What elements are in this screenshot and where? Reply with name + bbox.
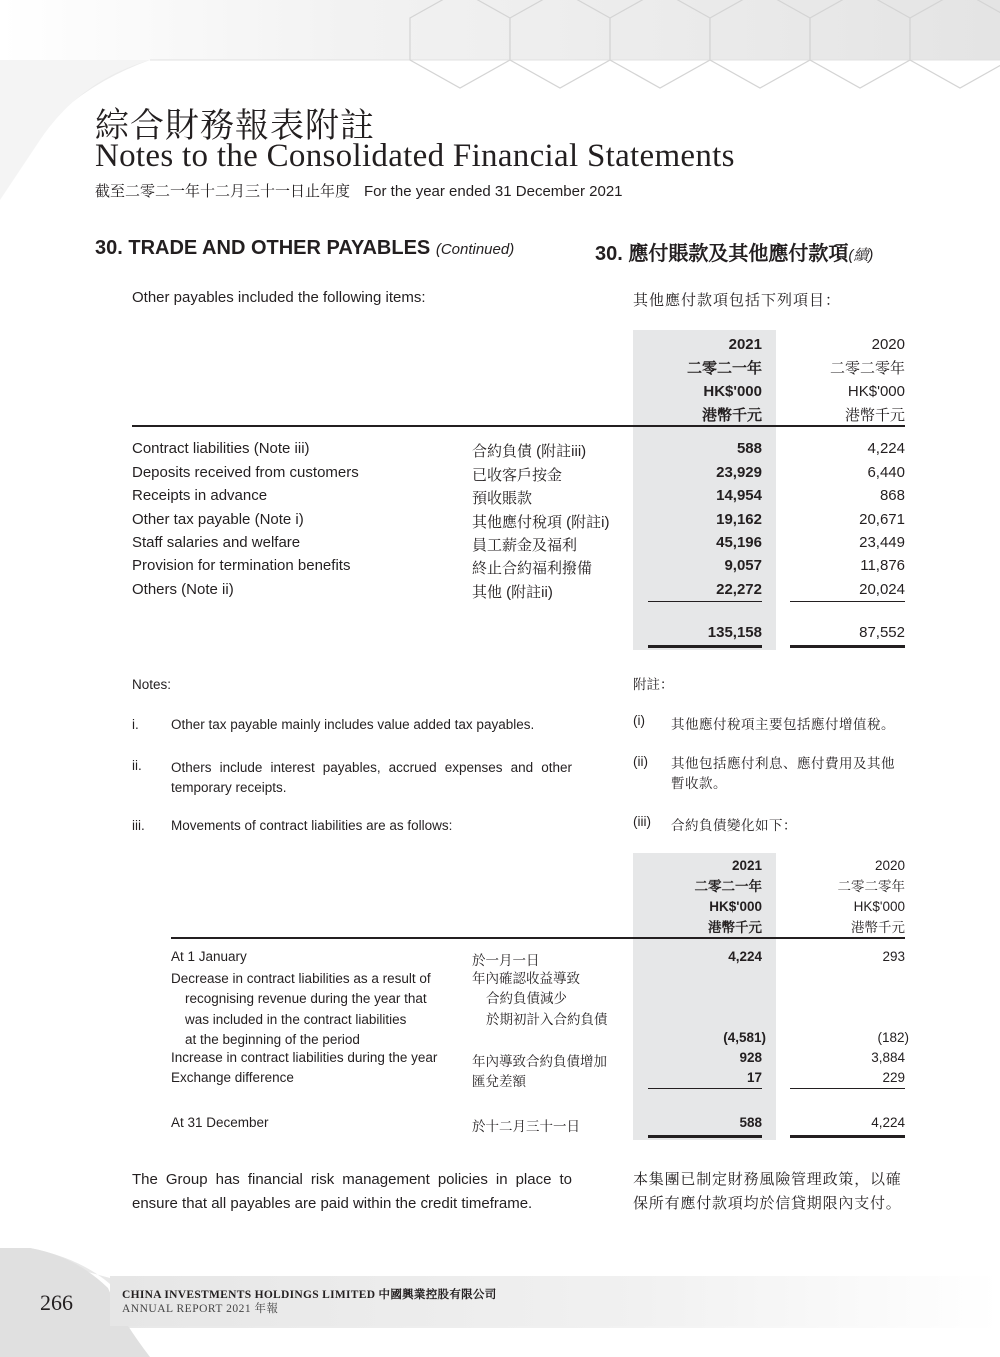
page-title-zh: 綜合財務報表附註 [95,106,375,146]
notes-heading-zh: 附註： [633,677,674,692]
table2-header-rule [171,937,905,939]
value-2021: 17 [746,1070,762,1085]
note-text-en: Other tax payable mainly includes value added tax payables. [171,717,535,732]
note-marker: iii. [132,818,145,833]
table1-header-rule [132,425,905,427]
value-2021: 23,929 [716,464,762,481]
value-2021: 19,162 [716,511,762,528]
note-marker-zh: (i) [633,713,645,728]
row-label-zh: 預收賬款 [472,490,533,507]
note-marker-zh: (iii) [633,814,651,829]
value-2021: (4,581) [723,1030,766,1045]
value-2020: 293 [882,949,905,964]
value-2020: 229 [882,1070,905,1085]
total-2021: 588 [739,1115,762,1130]
footer-report-title: ANNUAL REPORT 2021 年報 [122,1303,279,1315]
row-label-zh: 年內確認收益導致 合約負債減少 於期初計入合約負債 [472,971,608,1027]
row-label-zh: 年內導致合約負債增加 [472,1054,607,1069]
table-row: Exchange difference [171,1070,294,1085]
value-2021: 22,272 [716,581,762,598]
table2-subtotal-rule-2020 [790,1088,905,1089]
subtitle-en: For the year ended 31 December 2021 [364,183,623,200]
table2-col-2021-header: 2021 二零二一年 HK$'000 港幣千元 [694,858,762,935]
table1-subtotal-rule-2021 [648,601,762,602]
note-marker-zh: (ii) [633,754,648,769]
closing-paragraph-en: The Group has financial risk management policies in place to ensure that all payables are paid within the credit timeframe. [132,1171,572,1212]
value-2020: 3,884 [871,1050,905,1065]
value-2020: 868 [879,487,905,504]
row-label-zh: 終止合約福利撥備 [472,560,593,577]
note-text-zh: 合約負債變化如下： [671,818,797,833]
value-2020: (182) [877,1030,909,1045]
note-text-zh: 其他包括應付利息、應付費用及其他 暫收款。 [671,756,895,791]
row-label-zh: 其他 (附註ii) [472,584,553,601]
row-label-zh: 合約負債 (附註iii) [472,443,587,460]
table2-total-double-rule-2021 [648,1135,762,1138]
intro-text-en: Other payables included the following items: [132,289,426,306]
table1-total-double-rule-2020 [790,645,905,648]
table2-total-double-rule-2020 [790,1135,905,1138]
table-row: Others (Note ii) [132,581,234,598]
value-2020: 20,024 [859,581,905,598]
note-text-zh: 其他應付稅項主要包括應付增值稅。 [671,717,895,732]
total-2020: 4,224 [871,1115,905,1130]
subtitle-zh: 截至二零二一年十二月三十一日止年度 [95,183,351,200]
table1-col-2021-header: 2021 二零二一年 HK$'000 港幣千元 [686,336,762,424]
row-label-zh: 於一月一日 [472,953,540,968]
total-row-label: At 31 December [171,1115,269,1130]
row-label-zh: 匯兌差額 [472,1074,526,1089]
row-label-zh: 員工薪金及福利 [472,537,578,554]
page-subtitle [95,180,623,201]
value-2020: 20,671 [859,511,905,528]
continued-label-zh: (續) [848,247,874,264]
value-2021: 928 [739,1050,762,1065]
table2-col-2020-header: 2020 二零二零年 HK$'000 港幣千元 [837,858,905,935]
note-marker: ii. [132,758,142,773]
table-row: At 1 January [171,949,247,964]
table-row: Decrease in contract liabilities as a result of recognising revenue during the year that was included in the contract liabilities at the beginning of the period [171,971,431,1047]
table1-col-2020-header: 2020 二零二零年 HK$'000 港幣千元 [829,336,905,424]
table-row: Provision for termination benefits [132,557,351,574]
table-row: Contract liabilities (Note iii) [132,440,310,457]
table-row: Deposits received from customers [132,464,359,481]
total-2020: 87,552 [859,624,905,641]
total-row-label-zh: 於十二月三十一日 [472,1119,580,1134]
row-label-zh: 其他應付稅項 (附註i) [472,514,610,531]
notes-heading-en: Notes: [132,677,172,692]
note-text-en: Movements of contract liabilities are as follows: [171,818,453,833]
value-2020: 11,876 [860,557,905,574]
continued-label: (Continued) [435,241,515,258]
table-row: Staff salaries and welfare [132,534,301,551]
value-2021: 9,057 [724,557,762,574]
closing-paragraph-zh: 本集團已制定財務風險管理政策，以確 保所有應付款項均於信貸期限內支付。 [633,1171,902,1212]
table1-total-double-rule-2021 [648,645,762,648]
section-heading-en: 30. TRADE AND OTHER PAYABLES (Continued) [95,237,515,259]
table-row: Receipts in advance [132,487,268,504]
note-marker: i. [132,717,139,732]
value-2021: 4,224 [728,949,762,964]
value-2020: 4,224 [867,440,905,457]
page-number: 266 [40,1290,73,1315]
section-heading-zh: 30. 應付賬款及其他應付款項(續) [595,243,874,265]
table2-subtotal-rule-2021 [648,1088,762,1089]
note-text-en: Others include interest payables, accrued expenses and other temporary receipts. [171,760,572,795]
page-title-en: Notes to the Consolidated Financial Statements [95,138,735,174]
table-row: Other tax payable (Note i) [132,511,304,528]
value-2020: 23,449 [859,534,905,551]
footer-company-name: CHINA INVESTMENTS HOLDINGS LIMITED 中國興業控股有限公司 [122,1289,497,1301]
value-2021: 14,954 [716,487,762,504]
table-row: Increase in contract liabilities during the year [171,1050,438,1065]
value-2021: 588 [736,440,762,457]
intro-text-zh: 其他應付款項包括下列項目： [633,292,842,309]
total-2021: 135,158 [707,624,762,641]
value-2020: 6,440 [867,464,905,481]
value-2021: 45,196 [716,534,762,551]
table1-subtotal-rule-2020 [790,601,905,602]
row-label-zh: 已收客戶按金 [472,467,563,484]
